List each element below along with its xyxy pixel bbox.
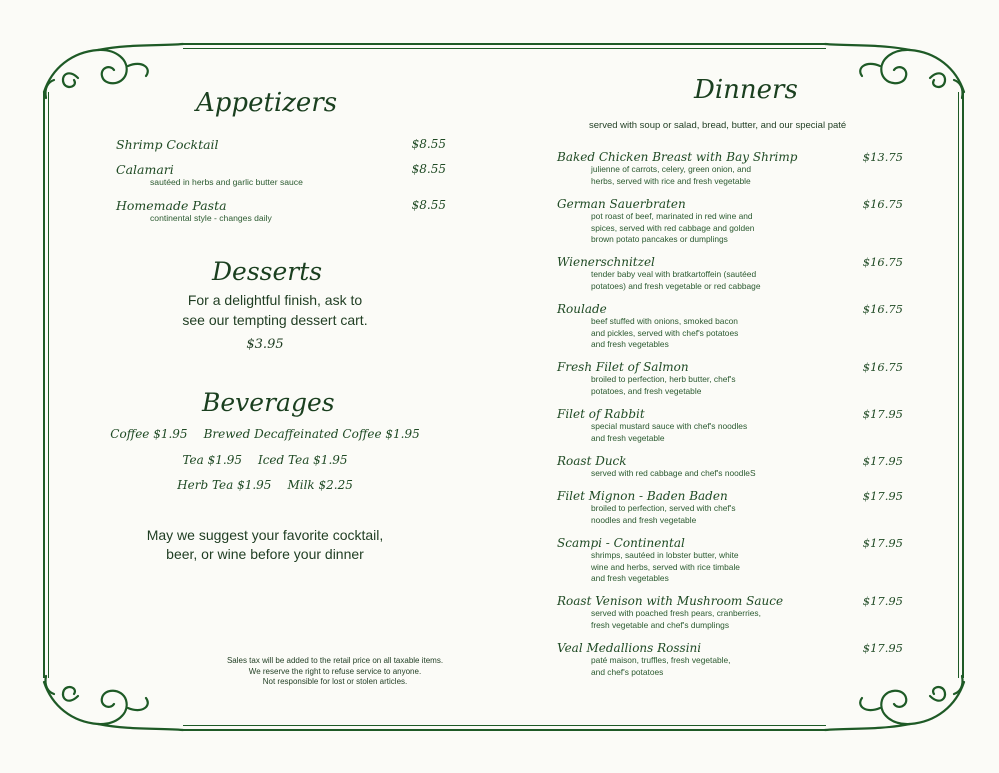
- dinner-description-line: paté maison, truffles, fresh vegetable,: [591, 655, 731, 665]
- dinner-price: $17.95: [862, 641, 903, 655]
- dinner-name: Roulade: [557, 302, 607, 316]
- frame-left-line-inner: [48, 92, 49, 678]
- suggestion-line-1: May we suggest your favorite cocktail,: [146, 527, 384, 543]
- desserts-line-2: see our tempting dessert cart.: [182, 312, 368, 328]
- dinner-name: Roast Venison with Mushroom Sauce: [557, 594, 784, 608]
- frame-left-line: [43, 92, 45, 678]
- dinner-description-line: broiled to perfection, herb butter, chef's: [591, 374, 736, 384]
- frame-top-line-inner: [183, 48, 826, 49]
- dinner-description: [591, 655, 811, 678]
- dinner-price: $16.75: [862, 197, 903, 211]
- dinner-description: [591, 468, 811, 480]
- dinner-price: $16.75: [862, 255, 903, 269]
- footnote-line: Sales tax will be added to the retail price on all taxable items.: [226, 656, 444, 665]
- appetizer-name: Homemade Pasta: [116, 198, 227, 213]
- appetizer-item: [116, 162, 446, 187]
- desserts-line-1: For a delightful finish, ask to: [187, 292, 363, 308]
- dinner-item: [557, 536, 903, 585]
- appetizer-name: Calamari: [116, 162, 174, 177]
- beverages-heading: Beverages: [202, 388, 335, 417]
- dinner-name: Baked Chicken Breast with Bay Shrimp: [557, 150, 798, 164]
- desserts-price: $3.95: [246, 337, 284, 352]
- frame-bottom-line: [183, 725, 826, 726]
- dinner-description-line: served with poached fresh pears, cranberries,: [591, 608, 761, 618]
- frame-bottom-line-inner: [183, 729, 826, 731]
- dinner-item: [557, 641, 903, 678]
- suggestion-line-2: beer, or wine before your dinner: [166, 546, 364, 562]
- dinner-price: $17.95: [862, 594, 903, 608]
- dinner-name: Fresh Filet of Salmon: [557, 360, 689, 374]
- dinner-description: [591, 503, 811, 526]
- dinner-price: $16.75: [862, 302, 903, 316]
- dinner-description-line: special mustard sauce with chef's noodles: [591, 421, 748, 431]
- dinner-price: $16.75: [862, 360, 903, 374]
- dinners-heading: Dinners: [694, 75, 798, 105]
- dinner-item: [557, 454, 903, 480]
- dinner-description-line: broiled to perfection, served with chef's: [591, 503, 736, 513]
- dinner-name: Filet of Rabbit: [557, 407, 645, 421]
- footnote: [190, 656, 480, 688]
- dinner-item: [557, 407, 903, 444]
- dinner-description-line: noodles and fresh vegetable: [591, 514, 697, 525]
- dinner-description-line: potatoes) and fresh vegetable or red cabbage: [591, 280, 761, 291]
- appetizer-name: Shrimp Cocktail: [116, 137, 219, 152]
- appetizers-heading: Appetizers: [196, 88, 338, 118]
- dinner-description-line: and chef's potatoes: [591, 666, 664, 677]
- appetizer-price: $8.55: [411, 198, 446, 212]
- corner-ornament-bottom-left: [38, 666, 188, 736]
- dinner-description: [591, 269, 811, 292]
- dinner-description-line: potatoes, and fresh vegetable: [591, 385, 702, 396]
- footnote-line: Not responsible for lost or stolen articles.: [262, 677, 408, 686]
- dinner-description-line: and fresh vegetables: [591, 339, 669, 349]
- dinner-item: [557, 594, 903, 631]
- frame-top-line: [183, 43, 826, 45]
- beverage-item: Tea $1.95: [182, 453, 242, 467]
- appetizer-price: $8.55: [411, 162, 446, 176]
- dinner-description-line: tender baby veal with bratkartoffein (sautéed: [591, 269, 757, 279]
- dinner-name: Filet Mignon - Baden Baden: [557, 489, 728, 503]
- dinner-description: [591, 421, 811, 444]
- dinner-name: Wienerschnitzel: [557, 255, 655, 269]
- dinner-description-line: served with red cabbage and chef's noodleS: [591, 468, 756, 478]
- desserts-heading: Desserts: [212, 257, 323, 286]
- dinner-description: [591, 164, 811, 187]
- appetizer-description: continental style - changes daily: [150, 213, 272, 223]
- dinner-price: $17.95: [862, 454, 903, 468]
- beverage-item: Coffee $1.95: [110, 427, 188, 441]
- appetizer-item: [116, 137, 446, 152]
- dinner-description-line: herbs, served with rice and fresh vegetable: [591, 175, 751, 186]
- dinner-item: [557, 197, 903, 246]
- appetizer-item: [116, 198, 446, 223]
- dinner-description-line: beef stuffed with onions, smoked bacon: [591, 316, 738, 326]
- dinner-name: Roast Duck: [557, 454, 627, 468]
- corner-ornament-top-left: [38, 38, 188, 108]
- beverage-item: Brewed Decaffeinated Coffee $1.95: [203, 427, 420, 441]
- dinner-description: [591, 550, 811, 585]
- footnote-line: We reserve the right to refuse service to anyone.: [248, 666, 422, 676]
- dinner-description-line: julienne of carrots, celery, green onion, and: [591, 164, 751, 174]
- dinner-description: [591, 316, 811, 351]
- dinner-description: [591, 608, 811, 631]
- dinner-name: Veal Medallions Rossini: [557, 641, 702, 655]
- dinner-description-line: wine and herbs, served with rice timbale: [591, 561, 740, 572]
- dinner-description-line: and fresh vegetable: [591, 432, 665, 443]
- dinner-item: [557, 489, 903, 526]
- dinner-item: [557, 302, 903, 351]
- beverages-row: [100, 427, 430, 441]
- dinner-description-line: spices, served with red cabbage and golden: [591, 222, 755, 233]
- dinner-item: [557, 255, 903, 292]
- dinner-price: $17.95: [862, 489, 903, 503]
- appetizer-price: $8.55: [411, 137, 446, 151]
- dinner-description-line: brown potato pancakes or dumplings: [591, 234, 728, 244]
- dinner-item: [557, 360, 903, 397]
- dinner-price: $17.95: [862, 536, 903, 550]
- dinner-description-line: and pickles, served with chef's potatoes: [591, 327, 739, 338]
- dinner-price: $17.95: [862, 407, 903, 421]
- dinner-description-line: and fresh vegetables: [591, 573, 669, 583]
- dinner-name: Scampi - Continental: [557, 536, 685, 550]
- beverages-row: [100, 453, 430, 467]
- dinner-description-line: pot roast of beef, marinated in red wine and: [591, 211, 753, 221]
- dinner-description: [591, 374, 811, 397]
- frame-right-line-inner: [962, 92, 964, 678]
- dinner-name: German Sauerbraten: [557, 197, 686, 211]
- corner-ornament-top-right: [820, 38, 970, 108]
- beverages-row: [100, 478, 430, 492]
- dinner-price: $13.75: [862, 150, 903, 164]
- dinner-description-line: shrimps, sautéed in lobster butter, white: [591, 550, 739, 560]
- beverage-item: Iced Tea $1.95: [257, 453, 348, 467]
- dinner-description-line: fresh vegetable and chef's dumplings: [591, 619, 730, 630]
- beverage-item: Herb Tea $1.95: [177, 478, 272, 492]
- frame-right-line: [958, 92, 959, 678]
- beverage-item: Milk $2.25: [287, 478, 353, 492]
- dinner-description: [591, 211, 811, 246]
- appetizer-description: sautéed in herbs and garlic butter sauce: [150, 177, 303, 187]
- dinner-item: [557, 150, 903, 187]
- dinners-subtitle: served with soup or salad, bread, butter, and our special paté: [589, 120, 847, 131]
